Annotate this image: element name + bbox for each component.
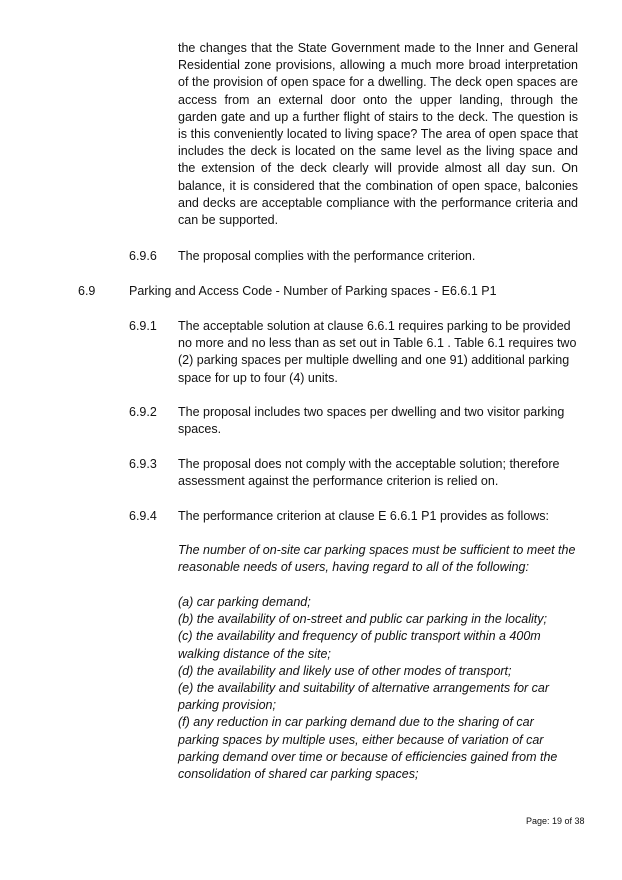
quote-list-item: (b) the availability of on-street and public car parking in the locality; [178,612,547,627]
item-number: 6.9.6 [129,249,157,263]
quote-list-item: (e) the availability and suitability of alternative arrangements for car parking provision; [178,681,550,713]
intro-paragraph: the changes that the State Government made to the Inner and General Residential zone provisions, allowing a much more broad interpretation of the provision of open space for a dwelling. The deck open spaces are access from an external door onto the upper landing, through the garden gate and up a further flight of stairs to the deck. The question is is this conveniently located to living space? The area of open space that includes the deck is located on the same level as the living space and the extension of the deck clearly will provide almost all day sun. On balance, it is considered that the combination of open space, balconies and decks are acceptable compliance with the performance criteria and can be supported. [178,41,578,228]
item-text: The proposal complies with the performance criterion. [178,249,476,263]
section-number: 6.9 [78,284,96,298]
item-number: 6.9.3 [129,457,157,471]
quote-list-item: (a) car parking demand; [178,595,311,609]
quote-list-item: (f) any reduction in car parking demand due to the sharing of car parking spaces by multiple uses, either because of variation of car parking demand over time or because of efficiencies gained from the consolidation of shared car parking spaces; [178,715,558,782]
item-text: The proposal does not comply with the acceptable solution; therefore assessment against the performance criterion is relied on. [178,457,560,489]
item-text: The proposal includes two spaces per dwelling and two visitor parking spaces. [178,405,565,437]
quote-list-item: (c) the availability and frequency of public transport within a 400m walking distance of the site; [178,629,541,661]
quote-list-item: (d) the availability and likely use of other modes of transport; [178,663,512,678]
page-number: Page: 19 of 38 [526,816,585,826]
section-heading: Parking and Access Code - Number of Parking spaces - E6.6.1 P1 [129,284,497,298]
quote-intro: The number of on-site car parking spaces must be sufficient to meet the reasonable needs of users, having regard to all of the following: [178,543,576,575]
item-number: 6.9.2 [129,405,157,419]
item-text: The performance criterion at clause E 6.6.1 P1 provides as follows: [178,509,550,523]
item-number: 6.9.1 [129,319,157,333]
item-number: 6.9.4 [129,509,157,523]
item-text: The acceptable solution at clause 6.6.1 requires parking to be provided no more and no less than as set out in Table 6.1 . Table 6.1 requires two (2) parking spaces per multiple dwelling and one 91) additional parking space for up to four (4) units. [178,319,577,385]
quote-list [178,594,578,783]
